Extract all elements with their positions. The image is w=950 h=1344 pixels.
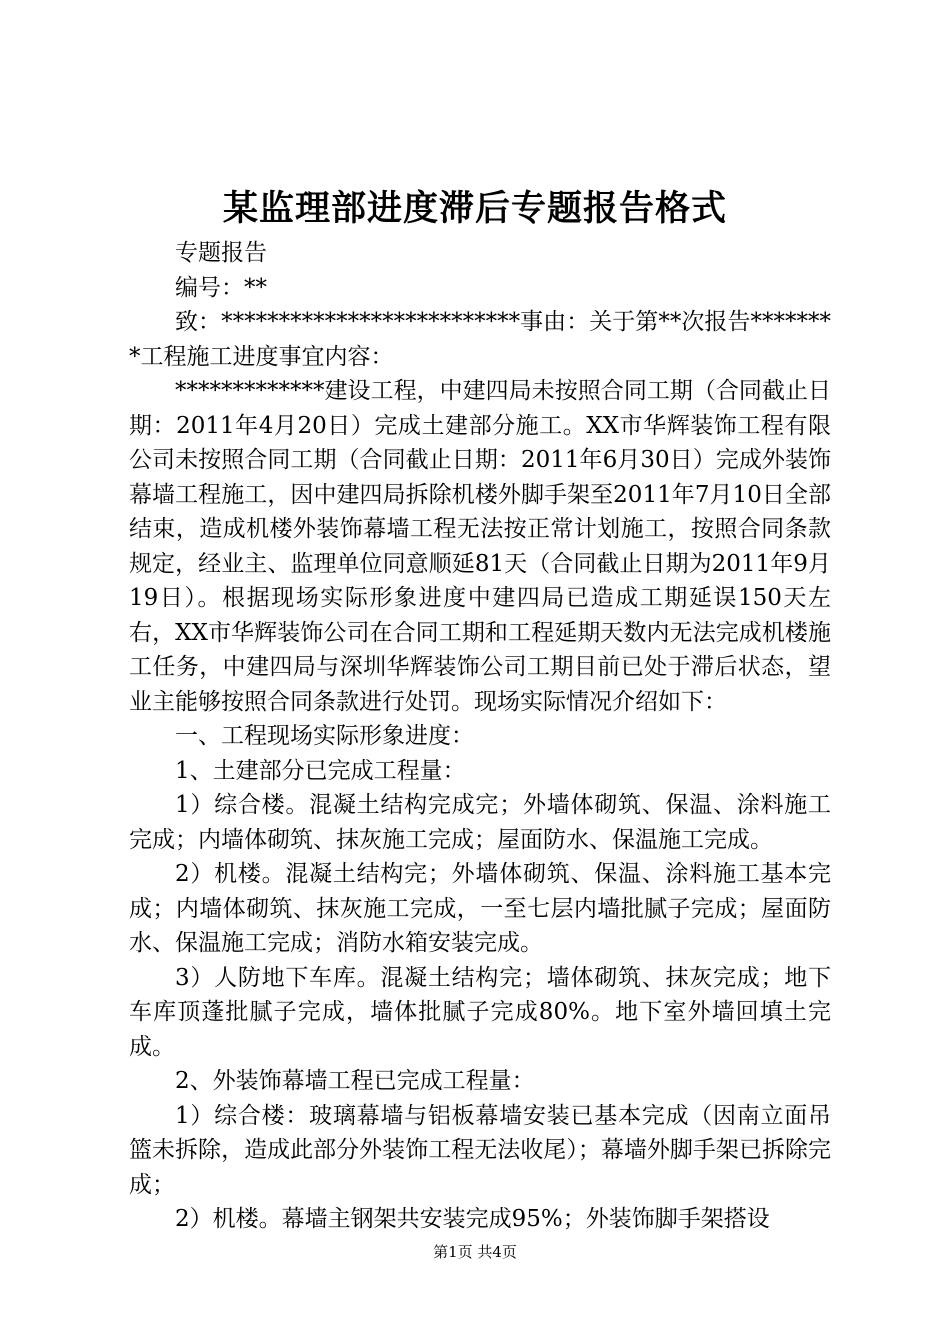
list-item-machine-building: 2）机楼。混凝土结构完；外墙体砌筑、保温、涂料施工基本完成；内墙体砌筑、抹灰施工完成，一至七层内墙批腻子完成；屋面防水、保温施工完成；消防水箱安装完成。: [129, 861, 831, 956]
paragraph-recipient-subject: 致：**************************事由：关于第**次报告********工程施工进度事宜内容：: [129, 309, 831, 370]
paragraph-report-type: 专题报告: [175, 240, 267, 266]
paragraph-number: 编号：**: [175, 274, 267, 301]
subsection-heading-civil: 1、土建部分已完成工程量：: [175, 757, 466, 784]
page-footer: 第1页 共4页: [433, 1243, 517, 1261]
list-item-complex-building: 1）综合楼。混凝土结构完成完；外墙体砌筑、保温、涂料施工完成；内墙体砌筑、抹灰施工完成；屋面防水、保温施工完成。: [129, 792, 831, 853]
list-item-machine-curtain-wall: 2）机楼。幕墙主钢架共安装完成95%；外装饰脚手架搭设: [175, 1206, 770, 1232]
paragraph-main-content: *************建设工程，中建四局未按照合同工期（合同截止日期：2011年4月20日）完成土建部分施工。XX市华辉装饰工程有限公司未按照合同工期（合同截止日期：2011年6月30日）完成外装饰幕墙工程施工，因中建四局拆除机楼外脚手架至2011年7月10日全部结束，造成机楼外装饰幕墙工程无法按正常计划施工，按照合同条款规定，经业主、监理单位同意顺延81天（合同截止日期为2011年9月19日）。根据现场实际形象进度中建四局已造成工期延误150天左右，XX市华辉装饰公司在合同工期和工程延期天数内无法完成机楼施工任务，中建四局与深圳华辉装饰公司工期目前已处于滞后状态，望业主能够按照合同条款进行处罚。现场实际情况介绍如下：: [129, 378, 831, 715]
subsection-heading-curtain-wall: 2、外装饰幕墙工程已完成工程量：: [175, 1068, 535, 1094]
section-heading-progress: 一、工程现场实际形象进度：: [175, 723, 474, 749]
list-item-complex-curtain-wall: 1）综合楼：玻璃幕墙与铝板幕墙安装已基本完成（因南立面吊篮未拆除，造成此部分外装饰工程无法收尾）；幕墙外脚手架已拆除完成；: [129, 1102, 831, 1198]
document-title: 某监理部进度滞后专题报告格式: [222, 189, 727, 229]
document-body: [129, 236, 831, 1237]
list-item-underground-garage: 3）人防地下车库。混凝土结构完；墙体砌筑、抹灰完成；地下车库顶蓬批腻子完成，墙体批腻子完成80%。地下室外墙回填土完成。: [129, 964, 831, 1060]
